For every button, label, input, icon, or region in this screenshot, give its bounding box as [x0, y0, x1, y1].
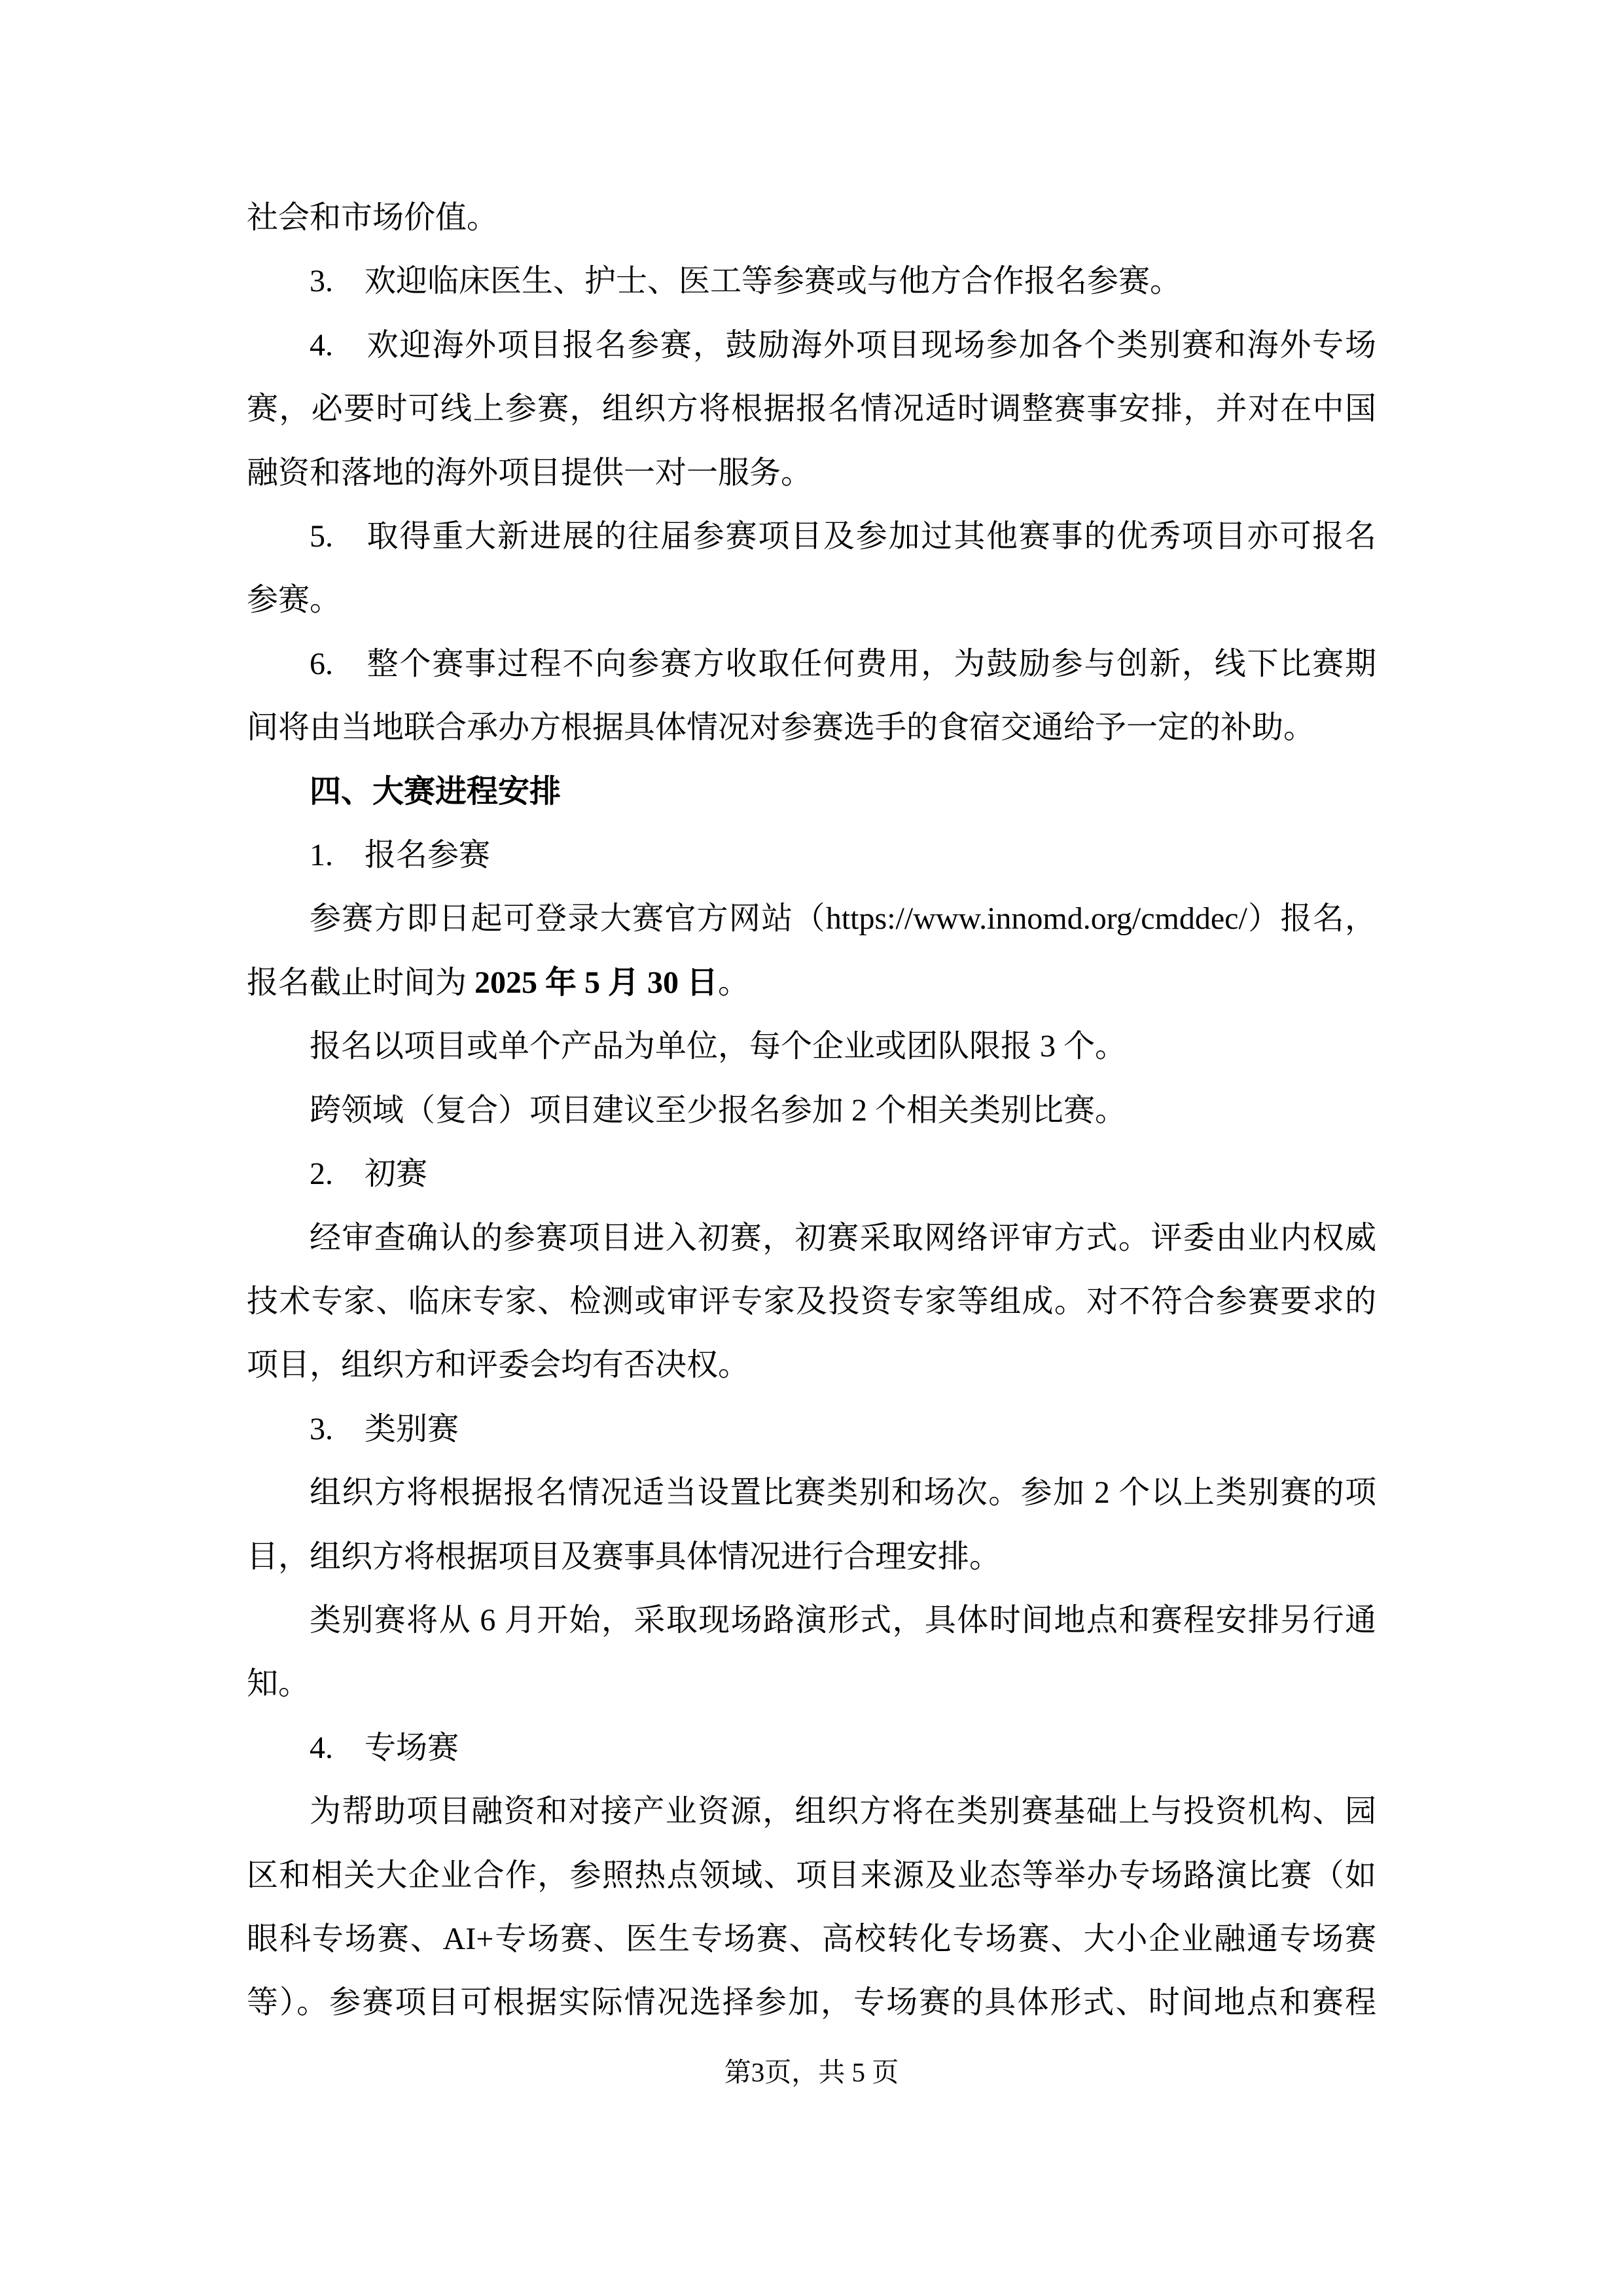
list-item-4-line-3 — [247, 441, 1376, 505]
text-run: 跨领域（复合）项目建议至少报名参加 2 个相关类别比赛。 — [310, 1092, 1127, 1128]
preliminary-line-2 — [247, 1270, 1376, 1333]
para-continuation-line — [247, 186, 1376, 249]
special-line-4 — [247, 1971, 1376, 2034]
category-line-1 — [247, 1461, 1376, 1524]
list-item-3-category — [247, 1397, 1376, 1461]
text-run: 为帮助项目融资和对接产业资源，组织方将在类别赛基础上与投资机构、园 — [310, 1794, 1376, 1829]
special-line-3 — [247, 1907, 1376, 1971]
list-item-6-line-1 — [247, 632, 1376, 696]
text-run: 融资和落地的海外项目提供一对一服务。 — [247, 455, 813, 490]
text-run: 目，组织方将根据项目及赛事具体情况进行合理安排。 — [247, 1539, 1001, 1574]
text-run: 3. 类别赛 — [310, 1411, 459, 1446]
text-run: 社会和市场价值。 — [247, 200, 499, 235]
text-run: 报名以项目或单个产品为单位，每个企业或团队限报 3 个。 — [310, 1029, 1127, 1064]
list-item-6-line-2 — [247, 696, 1376, 759]
text-run: 参赛方即日起可登录大赛官方网站（https://www.innomd.org/cmddec/）报名， — [310, 901, 1376, 937]
text-run: 经审查确认的参赛项目进入初赛，初赛采取网络评审方式。评委由业内权威 — [310, 1220, 1376, 1255]
registration-deadline-line — [247, 951, 1376, 1014]
section-heading — [247, 760, 1376, 823]
list-item-5-line-1 — [247, 505, 1376, 568]
text-run: 报名截止时间为 — [247, 965, 475, 1000]
text-run: 组织方将根据报名情况适当设置比赛类别和场次。参加 2 个以上类别赛的项 — [310, 1475, 1376, 1511]
bold-text-run: 2025 年 5 月 30 日 — [474, 965, 719, 1000]
special-line-1 — [247, 1780, 1376, 1843]
special-line-2 — [247, 1844, 1376, 1907]
text-run: 3. 欢迎临床医生、护士、医工等参赛或与他方合作报名参赛。 — [310, 264, 1182, 299]
registration-line-1 — [247, 887, 1376, 950]
text-run: 技术专家、临床专家、检测或审评专家及投资专家等组成。对不符合参赛要求的 — [247, 1283, 1376, 1319]
category-schedule-line-2 — [247, 1652, 1376, 1715]
text-run: 眼科专场赛、AI+专场赛、医生专场赛、高校转化专场赛、大小企业融通专场赛 — [247, 1921, 1376, 1956]
text-run: 知。 — [247, 1666, 310, 1702]
text-run: 区和相关大企业合作，参照热点领域、项目来源及业态等举办专场路演比赛（如 — [247, 1857, 1376, 1893]
registration-rule-line — [247, 1014, 1376, 1078]
list-item-4-line-2 — [247, 377, 1376, 440]
preliminary-line-3 — [247, 1333, 1376, 1397]
category-line-2 — [247, 1525, 1376, 1588]
document-content — [247, 186, 1376, 2035]
bold-text-run: 四、大赛进程安排 — [310, 774, 562, 809]
list-item-1 — [247, 823, 1376, 887]
text-run: 间将由当地联合承办方根据具体情况对参赛选手的食宿交通给予一定的补助。 — [247, 710, 1315, 745]
text-run: 2. 初赛 — [310, 1157, 428, 1192]
text-run: 5. 取得重大新进展的往届参赛项目及参加过其他赛事的优秀项目亦可报名 — [310, 519, 1376, 554]
text-run: 4. 专场赛 — [310, 1730, 459, 1765]
preliminary-line-1 — [247, 1206, 1376, 1270]
text-run: 1. 报名参赛 — [310, 838, 491, 873]
list-item-5-line-2 — [247, 568, 1376, 632]
text-run: 4. 欢迎海外项目报名参赛，鼓励海外项目现场参加各个类别赛和海外专场 — [310, 327, 1376, 363]
text-run: 。 — [718, 965, 750, 1000]
list-item-4-special — [247, 1716, 1376, 1780]
text-run: 赛，必要时可线上参赛，组织方将根据报名情况适时调整赛事安排，并对在中国 — [247, 391, 1376, 427]
text-run: 6. 整个赛事过程不向参赛方收取任何费用，为鼓励参与创新，线下比赛期 — [310, 646, 1376, 681]
list-item-2 — [247, 1142, 1376, 1206]
list-item-4-line-1 — [247, 314, 1376, 377]
text-run: 等）。参赛项目可根据实际情况选择参加，专场赛的具体形式、时间地点和赛程 — [247, 1985, 1376, 2020]
text-run: 项目，组织方和评委会均有否决权。 — [247, 1348, 750, 1383]
text-run: 类别赛将从 6 月开始，采取现场路演形式，具体时间地点和赛程安排另行通 — [310, 1602, 1376, 1638]
page-footer: 第3页，共 5 页 — [724, 2057, 899, 2087]
text-run: 参赛。 — [247, 583, 342, 618]
category-schedule-line-1 — [247, 1588, 1376, 1652]
list-item-3 — [247, 249, 1376, 313]
cross-domain-rule-line — [247, 1079, 1376, 1142]
